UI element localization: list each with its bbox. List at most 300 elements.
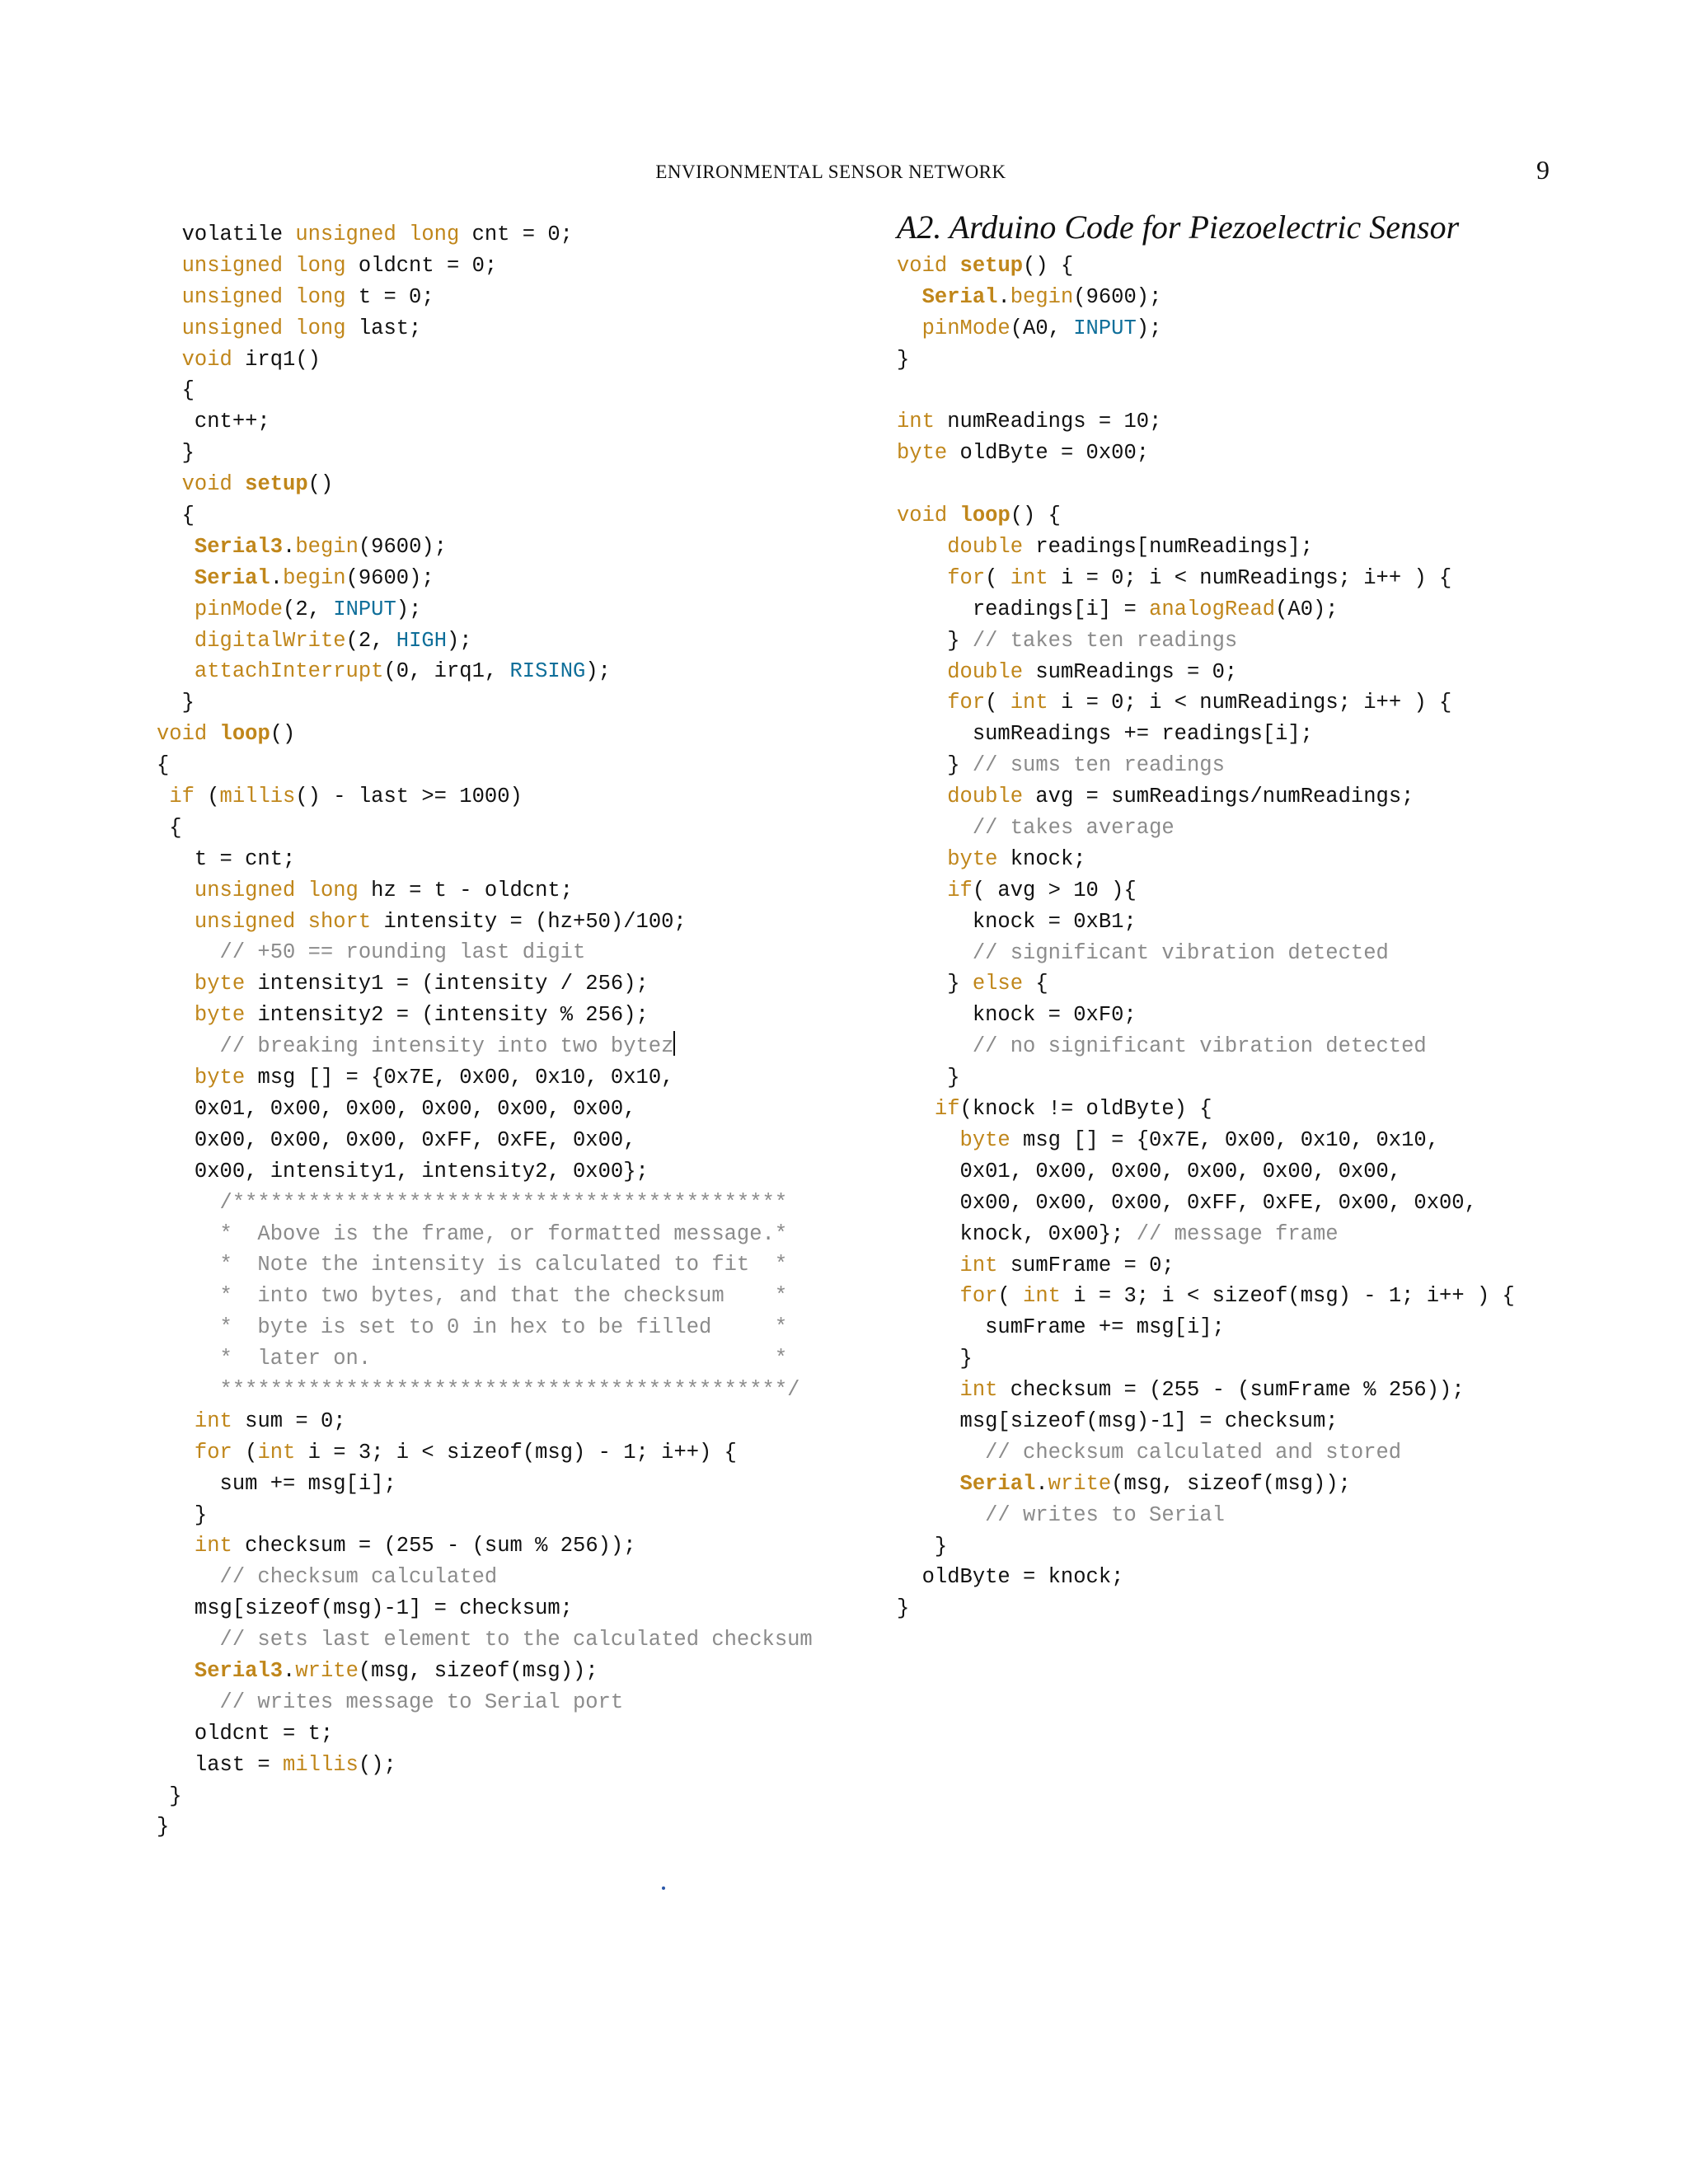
code-text bbox=[157, 1222, 220, 1246]
code-text: sum = 0; bbox=[232, 1408, 346, 1433]
code-text: } bbox=[897, 1347, 973, 1371]
code-text bbox=[897, 1503, 985, 1527]
code-text: oldcnt = t; bbox=[157, 1721, 334, 1746]
code-comment: * Note the intensity is calculated to fit * bbox=[219, 1253, 788, 1277]
code-line bbox=[157, 656, 813, 687]
code-keyword: write bbox=[295, 1658, 359, 1683]
code-line bbox=[897, 968, 1515, 1000]
code-text: readings[numReadings]; bbox=[1023, 535, 1314, 560]
code-line bbox=[897, 844, 1515, 875]
code-line bbox=[157, 375, 813, 406]
code-line bbox=[157, 1281, 813, 1312]
code-text: avg = sumReadings/numReadings; bbox=[1023, 785, 1414, 809]
code-text: last; bbox=[345, 316, 422, 340]
code-keyword: double bbox=[947, 785, 1024, 809]
code-text: { bbox=[1023, 972, 1048, 996]
code-line bbox=[157, 1437, 813, 1469]
code-keyword: byte bbox=[959, 1127, 1010, 1152]
code-line bbox=[157, 1156, 813, 1188]
code-text: sumFrame = 0; bbox=[997, 1253, 1175, 1277]
code-text: } bbox=[897, 1596, 910, 1621]
code-line bbox=[897, 1156, 1515, 1188]
code-text: sumFrame += msg[i]; bbox=[897, 1315, 1225, 1340]
code-text: 0x00, intensity1, intensity2, 0x00}; bbox=[157, 1159, 649, 1183]
code-text: ( bbox=[232, 1440, 258, 1465]
code-text: ); bbox=[447, 628, 472, 653]
code-keyword: begin bbox=[1010, 284, 1074, 309]
code-line bbox=[157, 313, 813, 344]
code-line bbox=[157, 469, 813, 500]
code-comment: // checksum calculated bbox=[219, 1565, 498, 1590]
code-text: { bbox=[157, 504, 195, 528]
code-text: knock = 0xF0; bbox=[897, 1003, 1137, 1028]
left-code-listing bbox=[157, 219, 813, 1843]
code-line bbox=[157, 1750, 813, 1781]
code-line bbox=[897, 1531, 1515, 1563]
code-keyword: if bbox=[169, 785, 195, 809]
code-line bbox=[157, 844, 813, 875]
code-text: (knock != oldByte) { bbox=[959, 1097, 1212, 1122]
code-keyword: Serial bbox=[959, 1471, 1036, 1496]
code-text: intensity = (hz+50)/100; bbox=[371, 909, 687, 934]
code-text bbox=[157, 1690, 220, 1714]
code-line bbox=[897, 1437, 1515, 1469]
code-text: 0x01, 0x00, 0x00, 0x00, 0x00, 0x00, bbox=[897, 1159, 1402, 1183]
code-comment: *********************************************/ bbox=[219, 1377, 800, 1402]
code-text bbox=[157, 1284, 220, 1308]
code-line bbox=[157, 1406, 813, 1437]
code-text bbox=[897, 566, 947, 590]
code-text: } bbox=[157, 441, 195, 466]
code-text bbox=[897, 785, 947, 808]
code-line bbox=[897, 532, 1515, 563]
code-text: msg[sizeof(msg)-1] = checksum; bbox=[157, 1596, 573, 1621]
code-keyword: double bbox=[947, 659, 1024, 684]
code-text bbox=[157, 1034, 220, 1058]
code-text: } bbox=[897, 1534, 948, 1558]
code-text: ( bbox=[997, 1284, 1024, 1309]
code-line bbox=[897, 376, 1515, 407]
code-keyword: int bbox=[897, 410, 935, 434]
code-text bbox=[897, 1034, 973, 1058]
code-line bbox=[897, 1000, 1515, 1031]
code-keyword: byte bbox=[897, 441, 948, 466]
code-line bbox=[897, 1031, 1515, 1062]
code-keyword: Serial bbox=[194, 565, 270, 590]
code-keyword: write bbox=[1048, 1471, 1112, 1496]
code-text: knock, 0x00}; bbox=[897, 1221, 1137, 1246]
code-line bbox=[157, 500, 813, 532]
code-line bbox=[897, 1562, 1515, 1593]
code-text: sumReadings = 0; bbox=[1023, 659, 1238, 684]
code-text: ); bbox=[396, 597, 422, 621]
code-text: numReadings = 10; bbox=[934, 410, 1162, 434]
code-keyword: for bbox=[959, 1284, 998, 1309]
code-text bbox=[947, 504, 959, 527]
code-text: msg[sizeof(msg)-1] = checksum; bbox=[897, 1408, 1339, 1433]
code-text: } bbox=[157, 1815, 170, 1840]
code-line bbox=[897, 1281, 1515, 1312]
code-text bbox=[157, 348, 182, 372]
code-keyword: unsigned long bbox=[181, 284, 346, 309]
code-text: () bbox=[270, 722, 296, 747]
code-keyword: pinMode bbox=[921, 316, 1010, 340]
code-line bbox=[897, 907, 1515, 938]
code-comment: // takes ten readings bbox=[972, 628, 1238, 653]
code-line bbox=[157, 1687, 813, 1718]
code-line bbox=[157, 219, 813, 251]
code-keyword: RISING bbox=[509, 659, 586, 684]
code-keyword: for bbox=[947, 691, 986, 715]
code-text: (msg, sizeof(msg)); bbox=[1111, 1471, 1351, 1496]
code-text: checksum = (255 - (sumFrame % 256)); bbox=[997, 1378, 1465, 1403]
code-comment: * byte is set to 0 in hex to be filled * bbox=[219, 1315, 788, 1340]
code-text: 0x00, 0x00, 0x00, 0xFF, 0xFE, 0x00, 0x00, bbox=[897, 1190, 1477, 1215]
code-line bbox=[157, 907, 813, 938]
code-text bbox=[157, 1659, 195, 1683]
code-comment: // writes to Serial bbox=[985, 1502, 1225, 1527]
code-line bbox=[157, 594, 813, 626]
code-text bbox=[157, 1628, 220, 1652]
code-line bbox=[897, 469, 1515, 500]
code-text bbox=[157, 879, 195, 902]
code-text bbox=[897, 691, 947, 715]
code-keyword: byte bbox=[194, 1066, 246, 1090]
code-keyword: pinMode bbox=[194, 597, 284, 621]
code-keyword: unsigned long bbox=[181, 253, 346, 278]
code-line bbox=[897, 1250, 1515, 1282]
code-line bbox=[897, 875, 1515, 907]
code-text: () - last >= 1000) bbox=[295, 785, 523, 809]
code-text bbox=[157, 1347, 220, 1371]
stray-dot bbox=[662, 1886, 665, 1890]
code-line bbox=[157, 1062, 813, 1094]
code-text: } bbox=[897, 1066, 960, 1090]
code-keyword: void bbox=[897, 254, 948, 278]
code-line bbox=[897, 1593, 1515, 1624]
code-line bbox=[157, 1530, 813, 1562]
code-keyword: int bbox=[959, 1253, 998, 1277]
code-line bbox=[897, 1188, 1515, 1219]
code-keyword: millis bbox=[219, 785, 296, 809]
code-text: { bbox=[157, 378, 195, 403]
code-text bbox=[897, 941, 973, 965]
code-text bbox=[897, 847, 947, 871]
code-text bbox=[157, 535, 195, 559]
code-keyword: INPUT bbox=[333, 597, 396, 621]
code-line bbox=[897, 1062, 1515, 1094]
code-line bbox=[157, 750, 813, 781]
code-line bbox=[897, 719, 1515, 750]
code-text bbox=[897, 535, 947, 559]
code-line bbox=[157, 1000, 813, 1031]
code-line bbox=[897, 1500, 1515, 1531]
code-comment: // breaking intensity into two bytez bbox=[219, 1034, 674, 1059]
code-text bbox=[157, 566, 195, 590]
code-text bbox=[157, 659, 195, 683]
code-line bbox=[157, 719, 813, 750]
code-keyword: int bbox=[959, 1378, 998, 1403]
code-text: i = 3; i < sizeof(msg) - 1; i++ ) { bbox=[1060, 1284, 1515, 1309]
code-text: cnt++; bbox=[157, 410, 270, 434]
code-comment: // sets last element to the calculated checksum bbox=[219, 1628, 813, 1652]
code-keyword: int bbox=[1010, 565, 1048, 590]
code-text: 0x01, 0x00, 0x00, 0x00, 0x00, 0x00, bbox=[157, 1096, 636, 1121]
code-text bbox=[207, 722, 219, 746]
code-line bbox=[157, 1593, 813, 1624]
page-number: 9 bbox=[1536, 155, 1550, 185]
code-line bbox=[157, 1562, 813, 1593]
code-keyword: INPUT bbox=[1073, 316, 1137, 340]
code-line bbox=[897, 1469, 1515, 1500]
code-keyword: millis bbox=[283, 1752, 359, 1777]
code-text: . bbox=[283, 1658, 296, 1683]
code-text: (A0, bbox=[1010, 316, 1074, 340]
code-line bbox=[157, 1125, 813, 1156]
code-text: (9600); bbox=[358, 534, 447, 559]
code-text: intensity1 = (intensity / 256); bbox=[245, 972, 649, 996]
code-keyword: Serial3 bbox=[194, 1658, 284, 1683]
code-comment: // takes average bbox=[972, 816, 1175, 841]
code-line bbox=[897, 406, 1515, 438]
code-text: . bbox=[1035, 1471, 1048, 1496]
code-line bbox=[157, 781, 813, 813]
code-keyword: Serial bbox=[921, 284, 998, 309]
code-keyword: else bbox=[972, 972, 1024, 996]
code-comment: * Above is the frame, or formatted message.* bbox=[219, 1221, 788, 1246]
code-keyword: double bbox=[947, 535, 1024, 560]
code-line bbox=[157, 1500, 813, 1531]
code-text bbox=[157, 1003, 195, 1027]
code-text bbox=[897, 816, 973, 840]
code-text: volatile bbox=[157, 223, 296, 246]
code-comment: // sums ten readings bbox=[972, 753, 1225, 778]
code-text bbox=[157, 316, 182, 340]
code-line bbox=[897, 500, 1515, 532]
code-text bbox=[157, 285, 182, 309]
code-text: (0, irq1, bbox=[383, 659, 510, 684]
code-keyword: Serial3 bbox=[194, 534, 284, 559]
code-line bbox=[897, 282, 1515, 313]
code-comment: * into two bytes, and that the checksum * bbox=[219, 1284, 788, 1309]
code-keyword: digitalWrite bbox=[194, 628, 346, 653]
code-line bbox=[897, 1094, 1515, 1125]
code-line bbox=[157, 1312, 813, 1343]
code-line bbox=[157, 406, 813, 438]
code-keyword: loop bbox=[219, 722, 270, 747]
code-text: t = 0; bbox=[345, 284, 434, 309]
code-text bbox=[157, 1191, 220, 1215]
code-keyword: for bbox=[194, 1440, 232, 1465]
code-text: checksum = (255 - (sum % 256)); bbox=[232, 1534, 636, 1558]
code-keyword: void bbox=[181, 347, 232, 372]
code-text bbox=[157, 598, 195, 621]
code-line bbox=[157, 344, 813, 376]
code-text bbox=[897, 1097, 935, 1121]
code-line bbox=[157, 1811, 813, 1843]
code-keyword: HIGH bbox=[396, 628, 447, 653]
code-line bbox=[897, 594, 1515, 626]
code-line bbox=[897, 781, 1515, 813]
code-line bbox=[897, 438, 1515, 469]
code-line bbox=[897, 251, 1515, 282]
code-comment: // writes message to Serial port bbox=[219, 1690, 624, 1714]
code-text: } bbox=[897, 347, 910, 372]
code-text: oldByte = 0x00; bbox=[947, 441, 1150, 466]
code-keyword: setup bbox=[245, 472, 308, 497]
code-line bbox=[897, 1219, 1515, 1250]
code-text: } bbox=[897, 753, 973, 778]
code-keyword: int bbox=[1010, 691, 1048, 715]
code-keyword: attachInterrupt bbox=[194, 659, 384, 684]
code-text: i = 0; i < numReadings; i++ ) { bbox=[1048, 565, 1452, 590]
code-text bbox=[157, 629, 195, 653]
code-line bbox=[157, 626, 813, 657]
code-text bbox=[157, 1534, 195, 1558]
code-text bbox=[897, 1378, 960, 1402]
code-text bbox=[157, 1378, 220, 1402]
code-text bbox=[157, 972, 195, 996]
code-text: sum += msg[i]; bbox=[157, 1471, 396, 1496]
code-line bbox=[157, 1219, 813, 1250]
code-text bbox=[897, 285, 922, 309]
code-keyword: unsigned long bbox=[194, 878, 359, 902]
code-text bbox=[157, 1253, 220, 1277]
code-text bbox=[897, 1472, 960, 1496]
code-text: (A0); bbox=[1275, 597, 1339, 621]
code-keyword: int bbox=[1023, 1284, 1061, 1309]
code-line bbox=[157, 1249, 813, 1281]
code-text: } bbox=[897, 972, 973, 996]
code-text bbox=[897, 660, 947, 684]
code-line bbox=[157, 282, 813, 313]
code-line bbox=[157, 1781, 813, 1812]
code-line bbox=[157, 563, 813, 594]
code-line bbox=[897, 313, 1515, 344]
code-line bbox=[897, 344, 1515, 376]
code-text bbox=[897, 879, 947, 902]
code-text: i = 0; i < numReadings; i++ ) { bbox=[1048, 691, 1452, 715]
code-line bbox=[897, 813, 1515, 844]
code-keyword: int bbox=[194, 1408, 232, 1433]
code-keyword: begin bbox=[283, 565, 346, 590]
code-text: 0x00, 0x00, 0x00, 0xFF, 0xFE, 0x00, bbox=[157, 1127, 636, 1152]
code-text bbox=[897, 1284, 960, 1308]
code-line bbox=[897, 1125, 1515, 1156]
code-text: { bbox=[157, 815, 182, 840]
code-text bbox=[232, 472, 245, 496]
code-line bbox=[157, 1469, 813, 1500]
code-line bbox=[157, 813, 813, 844]
code-line bbox=[897, 1343, 1515, 1375]
code-keyword: byte bbox=[194, 1003, 246, 1028]
code-text bbox=[897, 1254, 960, 1277]
code-text bbox=[157, 940, 220, 964]
code-keyword: byte bbox=[194, 972, 246, 996]
code-keyword: loop bbox=[959, 504, 1010, 528]
code-text bbox=[157, 1409, 195, 1433]
code-line bbox=[897, 750, 1515, 781]
code-text bbox=[157, 472, 182, 496]
code-keyword: void bbox=[897, 504, 948, 528]
code-line bbox=[157, 937, 813, 968]
code-text: ( avg > 10 ){ bbox=[972, 878, 1137, 902]
code-line bbox=[157, 1094, 813, 1125]
code-text: ( bbox=[985, 565, 1010, 590]
code-line bbox=[157, 1031, 813, 1062]
code-text: (msg, sizeof(msg)); bbox=[358, 1658, 598, 1683]
code-text bbox=[157, 1066, 195, 1090]
code-text: ); bbox=[585, 659, 611, 684]
code-line bbox=[897, 1312, 1515, 1343]
code-line bbox=[157, 438, 813, 469]
code-line bbox=[157, 1188, 813, 1219]
code-keyword: setup bbox=[959, 254, 1024, 278]
code-comment: * later on. * bbox=[219, 1347, 788, 1371]
code-text: () { bbox=[1023, 254, 1074, 278]
code-text bbox=[157, 1315, 220, 1339]
code-line bbox=[157, 1375, 813, 1406]
code-text: msg [] = {0x7E, 0x00, 0x10, 0x10, bbox=[1010, 1127, 1440, 1152]
code-line bbox=[157, 1624, 813, 1656]
code-text: sumReadings += readings[i]; bbox=[897, 722, 1313, 747]
code-line bbox=[897, 938, 1515, 969]
code-line bbox=[897, 1375, 1515, 1406]
code-text bbox=[157, 1565, 220, 1589]
running-head: ENVIRONMENTAL SENSOR NETWORK bbox=[655, 162, 1006, 182]
code-line bbox=[157, 687, 813, 719]
code-line bbox=[897, 626, 1515, 657]
code-text: knock = 0xB1; bbox=[897, 909, 1137, 934]
code-text: irq1() bbox=[232, 347, 321, 372]
code-comment: // significant vibration detected bbox=[972, 940, 1389, 965]
code-text: intensity2 = (intensity % 256); bbox=[245, 1003, 649, 1028]
code-keyword: void bbox=[181, 472, 232, 497]
code-keyword: for bbox=[947, 565, 986, 590]
code-line bbox=[157, 1718, 813, 1750]
code-text: last = bbox=[157, 1752, 284, 1777]
code-line bbox=[157, 1656, 813, 1687]
code-keyword: byte bbox=[947, 846, 998, 871]
code-text: cnt = 0; bbox=[459, 223, 573, 246]
code-text: . bbox=[997, 284, 1010, 309]
code-text: ( bbox=[194, 785, 220, 809]
code-text bbox=[897, 316, 922, 340]
code-text: . bbox=[270, 565, 284, 590]
code-keyword: int bbox=[194, 1534, 232, 1558]
code-text: (2, bbox=[283, 597, 334, 621]
code-comment: // no significant vibration detected bbox=[972, 1034, 1427, 1059]
code-line bbox=[897, 563, 1515, 594]
code-comment: // checksum calculated and stored bbox=[985, 1440, 1402, 1465]
code-text: (9600); bbox=[345, 565, 434, 590]
code-line bbox=[897, 657, 1515, 688]
code-keyword: unsigned long bbox=[181, 316, 346, 340]
code-text bbox=[897, 1128, 960, 1152]
code-text: msg [] = {0x7E, 0x00, 0x10, 0x10, bbox=[245, 1066, 674, 1090]
code-line bbox=[157, 875, 813, 907]
code-keyword: unsigned short bbox=[194, 909, 372, 934]
text-cursor bbox=[673, 1031, 675, 1056]
code-keyword: unsigned long bbox=[295, 223, 460, 246]
code-keyword: if bbox=[934, 1097, 960, 1122]
code-text bbox=[157, 254, 182, 278]
code-text bbox=[157, 1441, 195, 1465]
code-text: (); bbox=[358, 1752, 396, 1777]
code-text: } bbox=[897, 628, 973, 653]
code-text: } bbox=[157, 1502, 208, 1527]
code-comment: /******************************************** bbox=[219, 1190, 788, 1215]
